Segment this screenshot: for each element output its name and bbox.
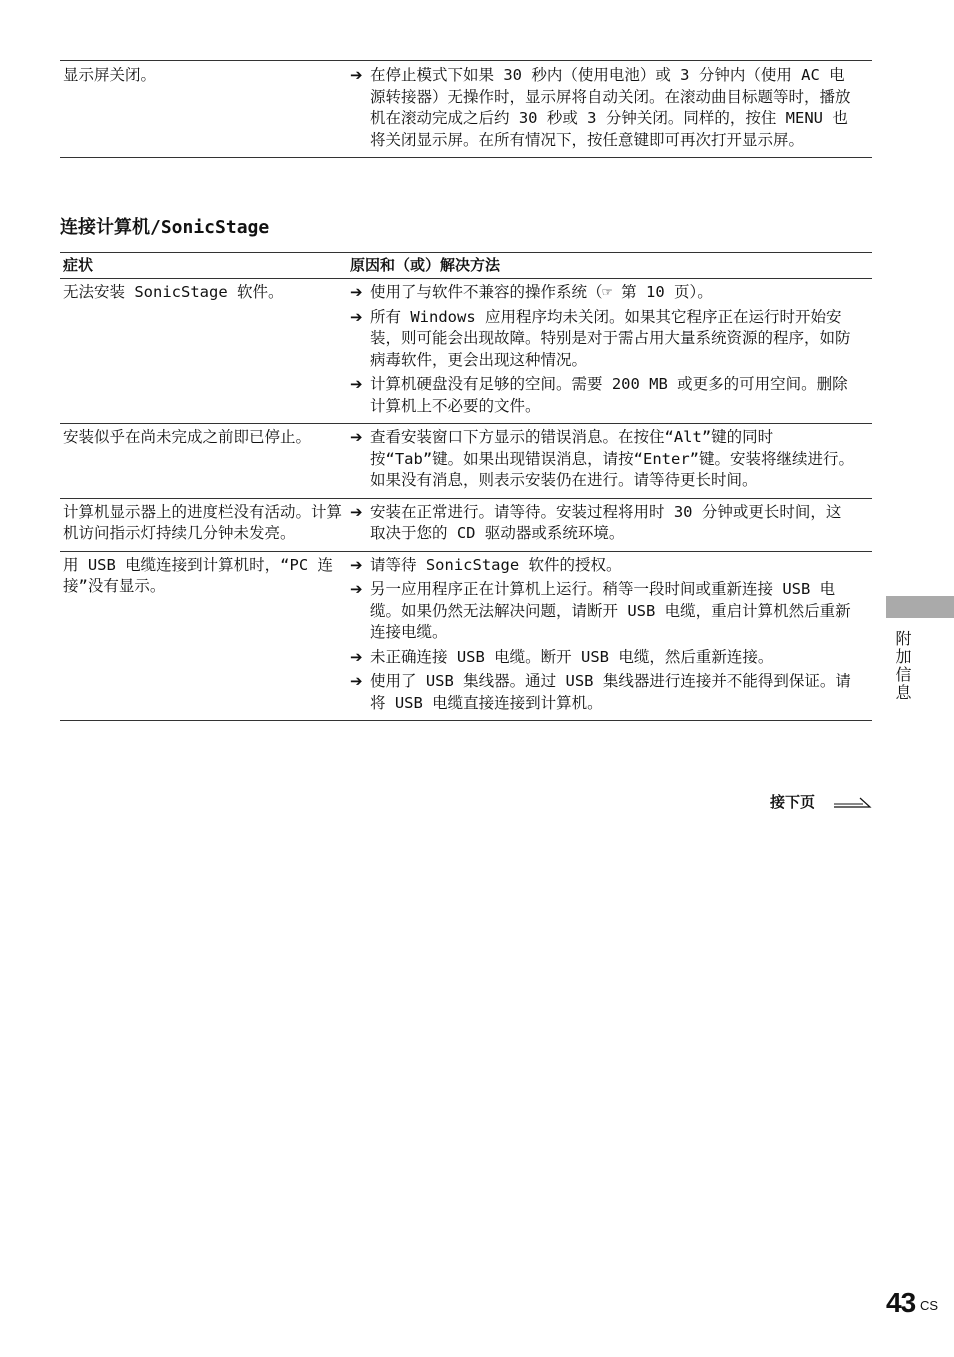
arrow-right-icon: ➔ xyxy=(350,555,363,574)
symptom-cell: 安装似乎在尚未完成之前即已停止。 xyxy=(63,428,312,446)
side-tab xyxy=(886,596,954,618)
arrow-right-icon: ➔ xyxy=(350,580,363,598)
solution-text: 另一应用程序正在计算机上运行。稍等一段时间或重新连接 USB 电缆。如果仍然无法解决问题，请断开 USB 电缆，重启计算机然后重新连接电缆。 xyxy=(370,580,851,641)
solution-text: 所有 Windows 应用程序均未关闭。如果其它程序正在运行时开始安装，则可能会出现故障。特别是对于需占用大量系统资源的程序，如防病毒软件，更会出现这种情况。 xyxy=(370,307,851,369)
side-label: 附加信息 xyxy=(893,630,912,702)
arrow-right-icon: ➔ xyxy=(350,66,363,84)
table-row xyxy=(60,424,872,499)
page-suffix: CS xyxy=(920,1298,939,1313)
solution-item xyxy=(348,647,872,669)
symptom-cell: 用 USB 电缆连接到计算机时，“PC 连接”没有显示。 xyxy=(63,555,333,595)
solution-item xyxy=(348,374,872,417)
page-number: 43 xyxy=(886,1287,916,1318)
header-solution: 原因和（或）解决方法 xyxy=(350,256,501,274)
solution-item xyxy=(348,555,872,577)
solution-text: 计算机硬盘没有足够的空间。需要 200 MB 或更多的可用空间。删除计算机上不必要的文件。 xyxy=(370,375,848,415)
symptom-cell: 计算机显示器上的进度栏没有活动。计算机访问指示灯持续几分钟未发亮。 xyxy=(63,502,343,542)
continue-label: 接下页 xyxy=(770,793,816,811)
solution-cell xyxy=(348,282,872,417)
arrow-right-icon: ➔ xyxy=(350,283,363,301)
arrow-right-icon: ➔ xyxy=(350,502,363,521)
solution-item xyxy=(348,579,872,644)
solution-item xyxy=(348,307,872,372)
solution-item xyxy=(348,65,872,151)
solution-cell xyxy=(348,427,872,492)
solution-text: 请等待 SonicStage 软件的授权。 xyxy=(370,555,622,574)
section-title: 连接计算机/SonicStage xyxy=(60,217,270,238)
arrow-right-icon: ➔ xyxy=(350,307,363,326)
top-table xyxy=(60,60,872,158)
solution-cell xyxy=(348,555,872,715)
solution-text: 在停止模式下如果 30 秒内（使用电池）或 3 分钟内（使用 AC 电源转接器）无操作时，显示屏将自动关闭。在滚动曲目标题等时，播放机在滚动完成之后约 30 秒或 3 分钟关闭。同样的，按住 MENU 也将关闭显示屏。在所有情况下，按任意键即可再次打开显示屏。 xyxy=(370,66,851,149)
solution-text: 安装在正常进行。请等待。安装过程将用时 30 分钟或更长时间，这取决于您的 CD 驱动器或系统环境。 xyxy=(370,502,842,542)
symptom-cell: 显示屏关闭。 xyxy=(63,66,157,84)
solution-item xyxy=(348,427,872,492)
solution-cell xyxy=(348,65,872,151)
table-header xyxy=(60,253,872,279)
solution-item xyxy=(348,282,872,304)
continue-arrow-icon xyxy=(833,795,873,809)
solution-text: 未正确连接 USB 电缆。断开 USB 电缆，然后重新连接。 xyxy=(370,647,774,666)
troubleshooting-table xyxy=(60,252,872,721)
arrow-right-icon: ➔ xyxy=(350,375,363,393)
symptom-cell: 无法安装 SonicStage 软件。 xyxy=(63,283,284,301)
solution-item xyxy=(348,502,872,545)
arrow-right-icon: ➔ xyxy=(350,428,363,446)
table-row xyxy=(60,499,872,552)
arrow-right-icon: ➔ xyxy=(350,647,363,666)
table-row xyxy=(60,65,872,151)
table-row xyxy=(60,279,872,424)
solution-cell xyxy=(348,502,872,545)
arrow-right-icon: ➔ xyxy=(350,672,363,690)
table-row xyxy=(60,552,872,722)
solution-item xyxy=(348,671,872,714)
solution-text: 使用了 USB 集线器。通过 USB 集线器进行连接并不能得到保证。请将 USB 电缆直接连接到计算机。 xyxy=(370,672,851,712)
solution-text: 查看安装窗口下方显示的错误消息。在按住“Alt”键的同时按“Tab”键。如果出现错误消息，请按“Enter”键。安装将继续进行。如果没有消息，则表示安装仍在进行。请等待更长时间。 xyxy=(370,428,854,489)
solution-text: 使用了与软件不兼容的操作系统（☞ 第 10 页）。 xyxy=(370,283,713,301)
header-symptom: 症状 xyxy=(63,256,94,274)
